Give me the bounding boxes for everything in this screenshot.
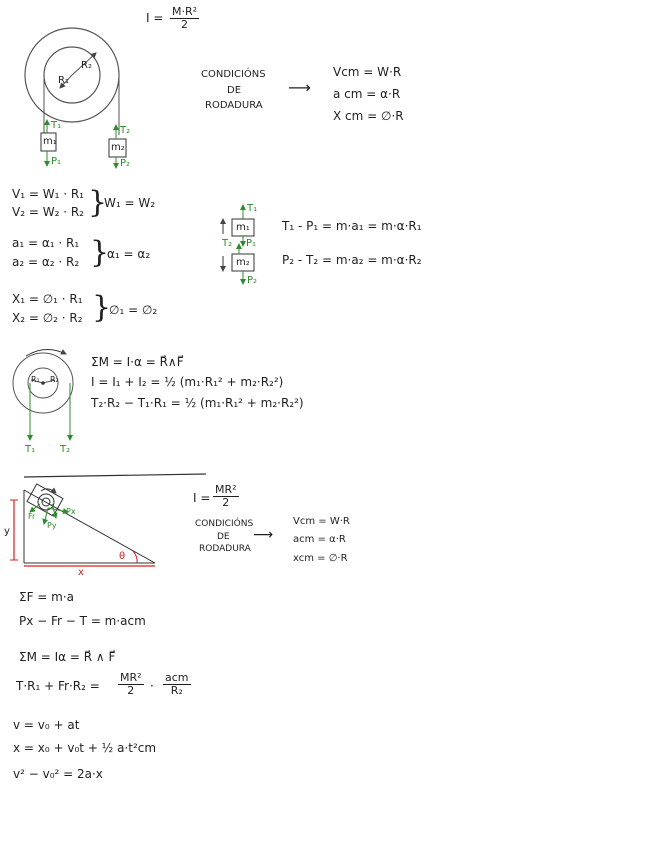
mass2-label-mid: m₂ — [236, 257, 250, 268]
rolling-cond-2-eq1: Vcm = W·R — [293, 516, 350, 527]
rolling-cond-2-line2: DE — [217, 532, 230, 542]
dynamics-eq4-fraction2 — [163, 672, 191, 697]
tension2-label-top: T₂ — [120, 125, 131, 136]
rolling-cond-1-line2: DE — [227, 85, 242, 96]
dynamics-eq4-den2: R₂ — [170, 684, 183, 697]
displacement-eq2: X₂ = ∅₂ · R₂ — [12, 311, 83, 325]
dynamics-eq1: ΣF = m·a — [19, 590, 75, 604]
tension1-label-top: T₁ — [51, 120, 62, 131]
newton-eq-mass2: P₂ - T₂ = m·a₂ = m·α·R₂ — [282, 253, 422, 267]
label-r1-top: R₁ — [58, 75, 69, 86]
kinematics-eq2: x = x₀ + v₀t + ½ a·t²cm — [13, 741, 157, 755]
acceleration-eq2: a₂ = α₂ · R₂ — [12, 255, 80, 269]
rolling-cond-1-line1: CONDICIÓNS — [201, 69, 266, 80]
rolling-cond-1-eq1: Vcm = W·R — [333, 65, 402, 79]
dynamics-eq2: Px − Fr − T = m·acm — [19, 614, 146, 628]
velocity-eq1: V₁ = W₁ · R₁ — [12, 187, 84, 201]
torque-eq1: ΣM = I·α = R⃗∧F⃗ — [91, 355, 184, 369]
acceleration-eq1: a₁ = α₁ · R₁ — [12, 236, 80, 250]
label-r1-torque: R₁ — [31, 375, 40, 384]
inertia-formula-lhs: I = — [146, 11, 164, 25]
dynamics-eq4-fraction1 — [118, 672, 144, 697]
tension2-label-mid: T₂ — [222, 238, 233, 249]
velocity-eq2: V₂ = W₂ · R₂ — [12, 205, 84, 219]
rolling-cond-2-eq3: xcm = ∅·R — [293, 553, 348, 564]
displacement-result: ∅₁ = ∅₂ — [109, 303, 158, 317]
velocity-brace-icon: } — [88, 185, 108, 220]
incline-base-label: x — [78, 567, 84, 578]
mass1-label-mid: m₁ — [236, 222, 250, 233]
incline-angle-label: θ — [119, 551, 126, 562]
torque-eq2: I = I₁ + I₂ = ½ (m₁·R₁² + m₂·R₂²) — [91, 375, 284, 389]
arrow-right-icon: ⟶ — [288, 78, 311, 97]
incline-height-label: y — [4, 526, 10, 537]
dynamics-eq4-num2: acm — [165, 671, 189, 684]
dynamics-eq4-dot: · — [150, 679, 154, 693]
inertia-formula-2-lhs: I = — [193, 491, 211, 505]
inertia-formula-2-fraction — [213, 484, 239, 509]
inertia-formula-denominator: 2 — [181, 18, 189, 31]
dynamics-eq4-lhs: T·R₁ + Fr·R₂ = — [16, 679, 100, 693]
dynamics-eq4-den1: 2 — [127, 684, 135, 697]
py-label: Py — [47, 521, 57, 530]
inertia-formula-numerator: M·R² — [172, 5, 198, 18]
tension1-label-mid: T₁ — [247, 203, 258, 214]
label-r2-torque: R₂ — [50, 375, 59, 384]
kinematics-eq1: v = v₀ + at — [13, 718, 80, 732]
velocity-result: W₁ = W₂ — [104, 196, 156, 210]
kinematics-eq3: v² − v₀² = 2a·x — [13, 767, 103, 781]
rolling-cond-1-line3: RODADURA — [205, 100, 263, 111]
mass2-label-top: m₂ — [111, 142, 125, 153]
displacement-brace-icon: } — [92, 290, 112, 325]
weight2-label-mid: P₂ — [247, 275, 258, 286]
rolling-cond-1-eq3: X cm = ∅·R — [333, 109, 404, 123]
rolling-cond-2-line3: RODADURA — [199, 544, 251, 554]
tension1-label-torque: T₁ — [25, 444, 36, 455]
weight1-label-top: P₁ — [51, 156, 62, 167]
tension2-label-torque: T₂ — [60, 444, 71, 455]
rolling-cond-1-eq2: a cm = α·R — [333, 87, 401, 101]
acceleration-result: α₁ = α₂ — [107, 247, 151, 261]
inertia-formula-2-numerator: MR² — [215, 483, 237, 496]
arrow-right-icon-2: ⟶ — [253, 527, 274, 543]
mass1-label-top: m₁ — [43, 136, 57, 147]
px-label: Px — [66, 507, 76, 516]
dynamics-eq3: ΣM = Iα = R⃗ ∧ F⃗ — [19, 650, 116, 664]
weight1-label-mid: P₁ — [246, 238, 257, 249]
newton-eq-mass1: T₁ - P₁ = m·a₁ = m·α·R₁ — [282, 219, 422, 233]
weight2-label-top: P₂ — [120, 158, 131, 169]
acceleration-brace-icon: } — [90, 235, 110, 270]
displacement-eq1: X₁ = ∅₁ · R₁ — [12, 292, 83, 306]
dynamics-eq4-num1: MR² — [120, 671, 142, 684]
torque-eq3: T₂·R₂ − T₁·R₁ = ½ (m₁·R₁² + m₂·R₂²) — [91, 396, 304, 410]
friction-label: Fr — [28, 512, 36, 521]
rolling-cond-2-eq2: acm = α·R — [293, 534, 346, 545]
rolling-cond-2-line1: CONDICIÓNS — [195, 519, 254, 529]
label-r2-top: R₂ — [81, 60, 92, 71]
inertia-formula-2-denominator: 2 — [222, 496, 230, 509]
